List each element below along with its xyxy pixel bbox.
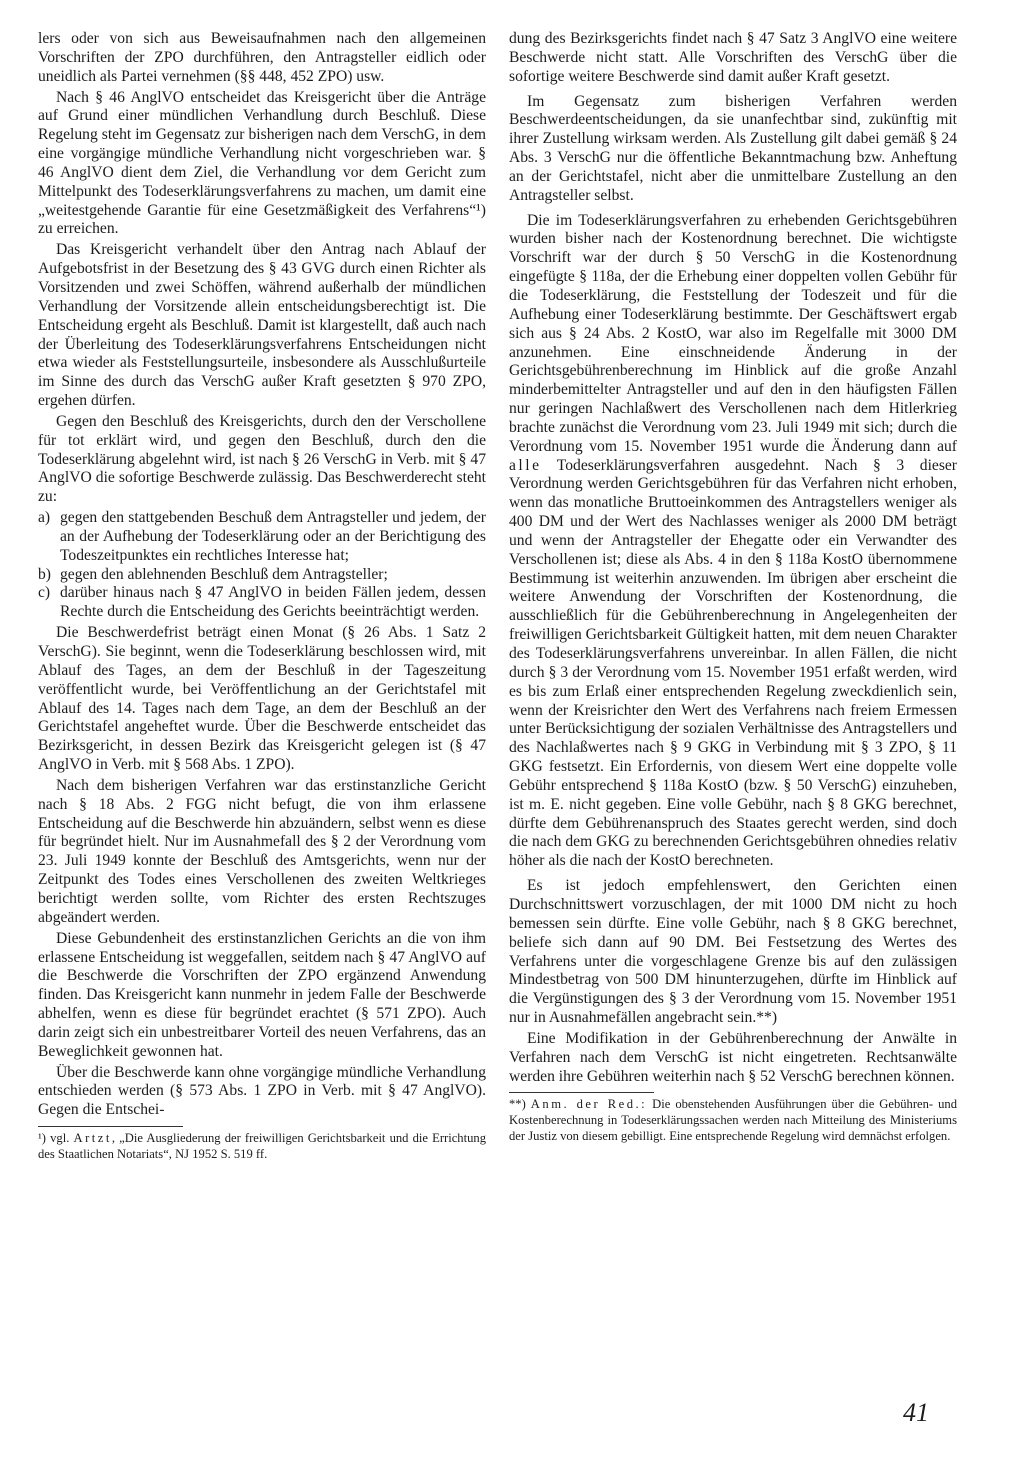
right-paragraph-1: dung des Bezirksgerichts findet nach § 47 Satz 3 AnglVO eine weitere Beschwerde nicht statt. Alle Vorschriften des VerschG über die sofortige weitere Beschwerde sind damit außer Kraft gesetzt. (509, 30, 957, 85)
right-column (509, 30, 957, 1144)
footnote-1-prefix: ¹) vgl. (38, 1131, 74, 1146)
footnote-2-text (509, 1097, 957, 1144)
right-paragraph-3 (509, 212, 957, 872)
right-paragraph-3-part-b: Todeserklärungsverfahren ausgedehnt. Nach § 3 dieser Verordnung werden Gerichtsgebühren für das Verfahren nicht erhoben, wenn das monatliche Bruttoeinkommen des Antragstellers weniger als 400 DM und der Wert des Nachlasses weniger als 2000 DM beträgt und wenn der Antragsteller der Ehegatte oder ein Verwandter des Verschollenen ist; diese als Abs. 4 in den § 118a KostO übernommene Bestimmung ist weiterhin anzuwenden. Im übrigen aber erscheint die weitere Anwendung der Vorschriften der Kostenordnung, die ausschließlich für die Gebührenberechnung in Angelegenheiten der freiwilligen Gerichtsbarkeit Gültigkeit hatten, mit dem neuen Charakter des Todeserklärungsverfahrens unvereinbar. In allen Fällen, die nicht durch § 3 der Verordnung vom 15. November 1951 erfaßt werden, wird es bis zum Erlaß einer entsprechenden Regelung zweckdienlich sein, wenn der Kreisrichter den Wert des Verfahrens nach freiem Ermessen unter Berücksichtigung der sozialen Verhältnisse des Antragstellers und des Nachlaßwertes nach § 9 GKG in Verbindung mit § 3 ZPO, § 11 GKG festsetzt. Ein Erfordernis, von diesem Wert eine doppelte volle Gebühr entsprechend § 118a KostO (bzw. § 50 VerschG) einzuheben, ist m. E. nicht gegeben. Eine volle Gebühr, nach § 8 GKG berechnet, dürfte dem Gebührenanspruch des Staates gerecht werden, sind doch die nach dem GKG zu berechnenden Gerichtsgebühren ohnedies relativ höher als die nach der KostO berechneten. (509, 456, 957, 870)
footnote-1-text (38, 1131, 486, 1162)
left-paragraph-6: Nach dem bisherigen Verfahren war das erstinstanzliche Gericht nach § 18 Abs. 2 FGG nicht befugt, die von ihm erlassene Entscheidung auf die Beschwerde hin abzuändern, selbst wenn es diese für begründet hielt. Nur im Ausnahmefall des § 2 der Verordnung vom 23. Juli 1949 konnte der Beschluß des Amtsgerichts, wenn nur der Zeitpunkt des Todes eines Verschollenen des zweiten Weltkrieges berichtigt werden sollte, vom Richter des ersten Rechtszuges abgeändert werden. (38, 776, 486, 926)
list-text: gegen den stattgebenden Beschuß dem Antragsteller und jedem, der an der Aufhebung der Todeserklärung oder an der Berichtigung des Todeszeitpunktes ein rechtliches Interesse hat; (60, 509, 486, 564)
beschwerderecht-list (38, 509, 486, 622)
right-paragraph-3-part-a: Die im Todeserklärungsverfahren zu erhebenden Gerichtsgebühren wurden bisher nach der Kostenordnung berechnet. Die wichtigste Vorschrift war der durch § 50 VerschG in die Kostenordnung eingefügte § 118a, der die Erhebung einer doppelten vollen Gebühr für die Todeserklärung, die Feststellung der Todeszeit und für die Aufhebung einer Todeserklärung bestimmte. Der Geschäftswert ergab sich aus § 24 Abs. 2 KostO, war also im Regelfalle mit 3000 DM anzunehmen. Eine einschneidende Änderung in der Gerichtsgebührenberechnung im Hinblick auf die große Anzahl minderbemittelter Antragsteller und auf den in den häufigsten Fällen nur geringen Nachlaßwert des Verschollenen nach dem Hitlerkrieg brachte zunächst die Verordnung vom 23. Juli 1949 mit sich; durch die Verordnung vom 15. November 1951 wurde die Änderung dann auf (509, 211, 957, 455)
list-marker: a) (38, 509, 51, 527)
footnote-divider (509, 1092, 654, 1093)
list-item-b (38, 566, 486, 585)
list-text: darüber hinaus nach § 47 AnglVO in beiden Fällen jedem, dessen Rechte durch die Entscheidung des Gerichts beeinträchtigt werden. (60, 584, 486, 621)
list-item-c (38, 584, 486, 622)
list-item-a (38, 509, 486, 566)
left-paragraph-3: Das Kreisgericht verhandelt über den Antrag nach Ablauf der Aufgebotsfrist in der Besetzung des § 43 GVG durch einen Richter als Vorsitzenden und zwei Schöffen, während außerhalb der mündlichen Verhandlung der Vorsitzende allein entscheidungsberechtigt ist. Die Entscheidung ergeht als Beschluß. Damit ist klargestellt, daß auch nach der Überleitung des Todeserklärungsverfahrens Entscheidungen nicht etwa wieder als Feststellungsurteile, insbesondere als Ausschlußurteile im Sinne des durch das VerschG außer Kraft gesetzten § 970 ZPO, ergehen dürfen. (38, 241, 486, 410)
right-paragraph-5: Eine Modifikation in der Gebührenberechnung der Anwälte in Verfahren nach dem VerschG ist nicht eingetreten. Rechtsanwälte werden ihre Gebühren weiterhin nach § 52 VerschG berechnen können. (509, 1029, 957, 1085)
left-paragraph-8: Über die Beschwerde kann ohne vorgängige mündliche Verhandlung entschieden werden (§ 573 Abs. 1 ZPO in Verb. mit § 47 AnglVO). Gegen die Entschei- (38, 1063, 486, 1119)
left-paragraph-2: Nach § 46 AnglVO entscheidet das Kreisgericht über die Anträge auf Grund einer mündlichen Verhandlung durch Beschluß. Diese Regelung steht im Gegensatz zur bisherigen nach dem VerschG, in dem eine vorgängige mündliche Verhandlung nicht vorgeschrieben war. § 46 AnglVO dient dem Ziel, die Verhandlung vor dem Gericht zum Mittelpunkt des Todeserklärungsverfahrens zu machen, um damit eine „weitestgehende Garantie für eine Gesetzmäßigkeit des Verfahrens“¹) zu erreichen. (38, 88, 486, 238)
left-paragraph-4: Gegen den Beschluß des Kreisgerichts, durch den der Verschollene für tot erklärt wird, und gegen den Beschluß, durch den die Todeserklärung abgelehnt wird, ist nach § 26 VerschG in Verb. mit § 47 AnglVO die sofortige Beschwerde zulässig. Das Beschwerderecht steht zu: (38, 412, 486, 506)
left-column (38, 30, 486, 1162)
footnote-1-author: Artzt (73, 1131, 112, 1146)
left-paragraph-1: lers oder von sich aus Beweisaufnahmen nach den allgemeinen Vorschriften der ZPO durchführen, den Antragsteller eidlich oder uneidlich als Partei vernehmen (§§ 448, 452 ZPO) usw. (38, 30, 486, 85)
list-marker: b) (38, 565, 51, 583)
list-marker: c) (38, 584, 51, 602)
footnote-1-rest: , „Die Ausgliederung der freiwilligen Gerichtsbarkeit und die Errichtung des Staatlichen Notariats“, NJ 1952 S. 519 ff. (38, 1131, 486, 1161)
footnote-2-body: Die obenstehenden Ausführungen über die Gebühren- und Kostenberechnung in Todeserklärungssachen werden nach Mitteilung des Ministeriums der Justiz von diesem gebilligt. Eine entsprechende Regelung wird demnächst erfolgen. (509, 1097, 958, 1143)
right-paragraph-2: Im Gegensatz zum bisherigen Verfahren werden Beschwerdeentscheidungen, da sie unanfechtbar sind, zukünftig mit ihrer Zustellung wirksam werden. Als Zustellung gilt dabei gemäß § 24 Abs. 3 VerschG nur die öffentliche Bekanntmachung bzw. Anheftung an der Gerichtstafel, nicht aber die unmittelbare Zustellung an den Antragsteller selbst. (509, 92, 957, 204)
footnote-2 (509, 1097, 957, 1144)
footnote-divider (38, 1126, 183, 1127)
list-text: gegen den ablehnenden Beschluß dem Antragsteller; (60, 565, 388, 583)
footnote-1 (38, 1131, 486, 1162)
left-paragraph-7: Diese Gebundenheit des erstinstanzlichen Gerichts an die von ihm erlassene Entscheidung ist weggefallen, seitdem nach § 47 AnglVO auf die Beschwerde die Vorschriften der ZPO ergänzend Anwendung finden. Das Kreisgericht kann nunmehr in jedem Falle der Beschwerde abhelfen, wenn es diese für begründet erachtet (§ 571 ZPO). Auch darin zeigt sich ein unbestreitbarer Vorteil des neuen Verfahrens, das an Beweglichkeit gewonnen hat. (38, 929, 486, 1060)
footnote-2-label: Anm. der Red.: (530, 1097, 648, 1112)
left-paragraph-5: Die Beschwerdefrist beträgt einen Monat (§ 26 Abs. 1 Satz 2 VerschG). Sie beginnt, wenn die Todeserklärung beschlossen wird, mit Ablauf des Tages, an dem der Beschluß in der Tageszeitung veröffentlicht wurde, bei Veröffentlichung an der Gerichtstafel mit Ablauf des 14. Tages nach dem Tage, an dem der Beschluß an der Gerichtstafel angeheftet wurde. Über die Beschwerde entscheidet das Bezirksgericht, in dessen Bezirk das Kreisgericht gelegen ist (§ 47 AnglVO in Verb. mit § 568 Abs. 1 ZPO). (38, 624, 486, 774)
right-paragraph-3-emphasis: alle (509, 456, 542, 474)
footnote-2-prefix: **) (509, 1097, 531, 1112)
page-number: 41 (903, 1398, 929, 1427)
right-paragraph-4: Es ist jedoch empfehlenswert, den Gerichten einen Durchschnittswert vorzuschlagen, der mit 1000 DM nicht zu hoch bemessen sein dürfte. Eine volle Gebühr, nach § 8 GKG berechnet, beliefe sich dann auf 90 DM. Bei Festsetzung des Wertes des Verfahrens unter die vorgeschlagene Grenze bis auf den zulässigen Mindestbetrag von 500 DM hinunterzugehen, dürfte im Hinblick auf die Vergünstigungen des § 3 der Verordnung vom 15. November 1951 nur in Ausnahmefällen angebracht sein.**) (509, 877, 957, 1027)
